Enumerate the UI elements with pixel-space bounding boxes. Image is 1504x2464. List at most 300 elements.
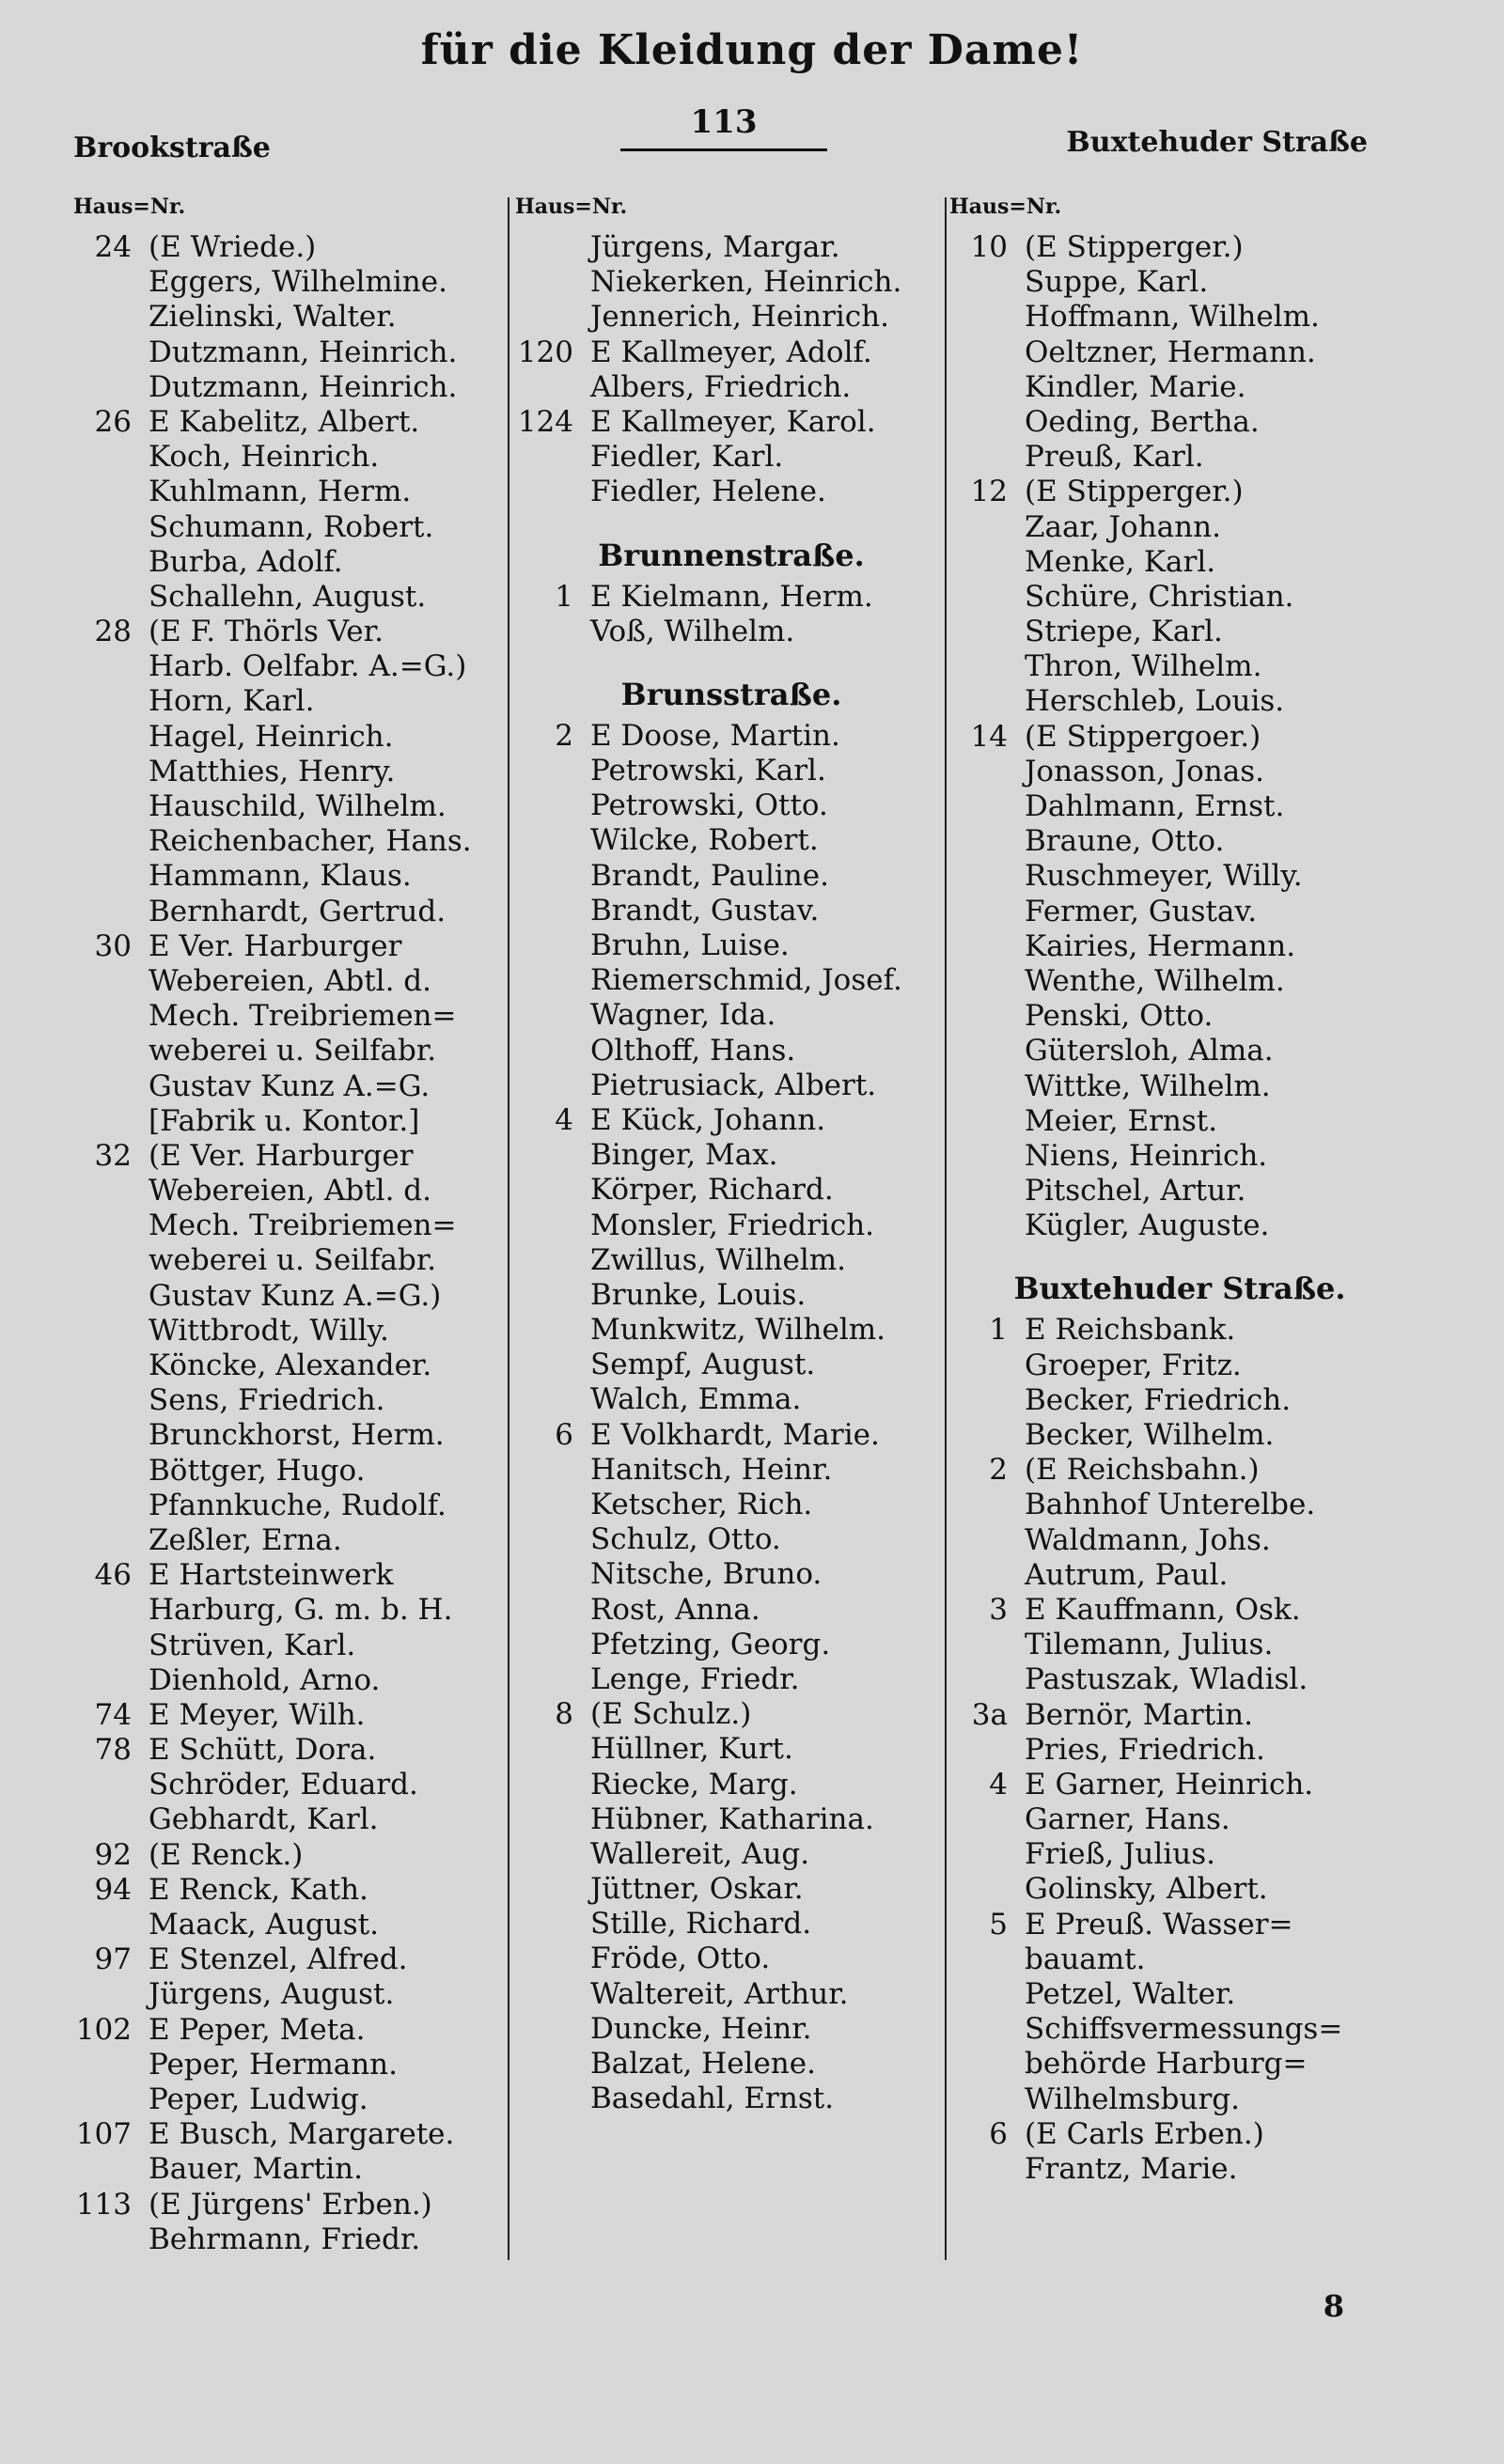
resident-name: Brunckhorst, Herm. [149, 1418, 445, 1453]
directory-entry [515, 1732, 948, 1767]
directory-entry [73, 1873, 543, 1908]
directory-entry [949, 1139, 1410, 1174]
directory-entry [73, 824, 543, 859]
resident-name: weberei u. Seilfabr. [149, 1034, 437, 1068]
directory-entry [515, 1628, 948, 1662]
directory-entry [515, 1173, 948, 1208]
directory-entry [949, 1942, 1410, 1977]
resident-name: Voß, Wilhelm. [590, 614, 795, 648]
directory-entry [949, 545, 1410, 580]
resident-name: Schulz, Otto. [590, 1522, 781, 1557]
resident-name: behörde Harburg= [1025, 2047, 1308, 2082]
directory-entry [515, 1209, 948, 1243]
directory-entry [515, 1243, 948, 1278]
directory-entry [73, 684, 543, 719]
resident-name: Peper, Hermann. [149, 2047, 398, 2082]
resident-name: Fermer, Gustav. [1025, 894, 1258, 928]
directory-entry [949, 2152, 1410, 2187]
resident-name: Becker, Wilhelm. [1025, 1418, 1275, 1452]
directory-entry [73, 1454, 543, 1489]
resident-name: (E Ver. Harburger [149, 1138, 414, 1173]
house-number: 14 [970, 719, 1008, 754]
resident-name: Pietrusiack, Albert. [590, 1068, 877, 1102]
resident-name: Wilhelmsburg. [1025, 2082, 1241, 2116]
resident-name: Monsler, Friedrich. [590, 1208, 875, 1242]
directory-entry [515, 300, 948, 335]
house-number: 97 [94, 1942, 132, 1977]
directory-entry [73, 1104, 543, 1139]
directory-entry [949, 1313, 1410, 1348]
directory-entry [73, 230, 543, 265]
directory-entry [73, 2117, 543, 2152]
resident-name: E Kielmann, Herm. [590, 579, 873, 614]
footer-number: 8 [1323, 2288, 1344, 2324]
directory-entry [949, 999, 1410, 1034]
street-heading: Brunsstraße. [620, 676, 842, 712]
directory-entry [73, 1802, 543, 1837]
resident-name: Petrowski, Karl. [590, 754, 826, 788]
resident-name: Hammann, Klaus. [149, 859, 412, 894]
directory-entry [949, 1593, 1410, 1628]
directory-entry [73, 1139, 543, 1174]
resident-name: Reichenbacher, Hans. [149, 824, 472, 859]
directory-entry [949, 1908, 1410, 1942]
directory-entry [949, 964, 1410, 999]
directory-entry [949, 440, 1410, 475]
directory-entry [949, 929, 1410, 964]
directory-entry [73, 1209, 543, 1243]
directory-entry [73, 1663, 543, 1698]
resident-name: Köncke, Alexander. [149, 1349, 432, 1382]
directory-entry [73, 1768, 543, 1802]
resident-name: Petrowski, Otto. [590, 788, 828, 823]
directory-entry [949, 1733, 1410, 1768]
column-3 [949, 193, 1410, 2187]
directory-entry [73, 2152, 543, 2187]
resident-name: Wallereit, Aug. [590, 1836, 810, 1871]
directory-entry [515, 1662, 948, 1697]
resident-name: E Kauffmann, Osk. [1025, 1592, 1301, 1627]
column-1 [73, 193, 543, 2257]
resident-name: (E Carls Erben.) [1025, 2116, 1264, 2151]
resident-name: Wilcke, Robert. [590, 823, 819, 858]
directory-entry [949, 1034, 1410, 1068]
directory-entry [949, 1383, 1410, 1418]
resident-name: Burba, Adolf. [149, 544, 343, 579]
directory-entry [73, 580, 543, 615]
resident-name: Walch, Emma. [590, 1382, 802, 1417]
resident-name: Kairies, Hermann. [1025, 928, 1296, 963]
directory-entry [515, 719, 948, 754]
resident-name: Hauschild, Wilhelm. [149, 789, 446, 823]
banner-slogan: für die Kleidung der Dame! [420, 26, 1084, 74]
resident-name: (E Wriede.) [149, 230, 317, 264]
resident-name: Preuß, Karl. [1025, 440, 1204, 475]
resident-name: Maack, August. [149, 1908, 379, 1942]
directory-entry [73, 2188, 543, 2222]
resident-name: Wittbrodt, Willy. [149, 1313, 389, 1348]
directory-entry [515, 335, 948, 370]
resident-name: Golinsky, Albert. [1025, 1872, 1268, 1907]
resident-name: Albers, Friedrich. [590, 369, 852, 404]
resident-name: Jürgens, August. [149, 1977, 395, 2012]
directory-entry [515, 894, 948, 928]
directory-entry [949, 230, 1410, 265]
resident-name: Zaar, Johann. [1025, 509, 1221, 544]
directory-entry [73, 1523, 543, 1558]
directory-entry [949, 1802, 1410, 1837]
resident-name: Fiedler, Karl. [590, 440, 784, 475]
directory-entry [949, 2082, 1410, 2117]
directory-entry [515, 2082, 948, 2116]
resident-name: Kuhlmann, Herm. [149, 475, 412, 509]
directory-entry [515, 998, 948, 1033]
house-number: 3a [971, 1697, 1008, 1732]
resident-name: Pries, Friedrich. [1025, 1732, 1265, 1767]
directory-entry [949, 895, 1410, 929]
page-number: 113 [690, 103, 758, 141]
directory-entry [949, 755, 1410, 789]
directory-entry [73, 615, 543, 649]
house-number: 2 [555, 718, 573, 753]
resident-name: Pitschel, Artur. [1025, 1174, 1246, 1209]
directory-entry [949, 1662, 1410, 1697]
resident-name: Fiedler, Helene. [590, 475, 826, 509]
directory-entry [73, 1629, 543, 1663]
house-number: 10 [970, 230, 1008, 264]
directory-entry [949, 1872, 1410, 1907]
resident-name: Hanitsch, Heinr. [590, 1452, 833, 1487]
directory-entry [73, 1349, 543, 1383]
resident-name: Autrum, Paul. [1025, 1557, 1229, 1592]
directory-entry [949, 2117, 1410, 2152]
directory-entry [949, 789, 1410, 824]
directory-entry [73, 2082, 543, 2117]
house-number: 113 [75, 2187, 132, 2222]
directory-entry [515, 475, 948, 509]
directory-entry [73, 475, 543, 509]
directory-entry [73, 2222, 543, 2257]
resident-name: E Kabelitz, Albert. [149, 404, 420, 439]
directory-entry [949, 824, 1410, 859]
house-number: 32 [94, 1138, 132, 1173]
directory-entry [515, 2012, 948, 2047]
resident-name: Gebhardt, Karl. [149, 1802, 379, 1837]
directory-entry [949, 1418, 1410, 1453]
directory-entry [515, 1034, 948, 1068]
resident-name: Behrmann, Friedr. [149, 2222, 421, 2256]
directory-entry [949, 1069, 1410, 1104]
directory-entry [949, 475, 1410, 509]
directory-entry [515, 1068, 948, 1103]
directory-entry [73, 1243, 543, 1278]
resident-name: (E Renck.) [149, 1837, 304, 1872]
resident-name: Dienhold, Arno. [149, 1662, 381, 1697]
directory-entry [515, 1872, 948, 1907]
resident-name: Riecke, Marg. [590, 1767, 798, 1801]
directory-entry [515, 1103, 948, 1138]
directory-entry [515, 1418, 948, 1453]
resident-name: Wittke, Wilhelm. [1025, 1068, 1271, 1103]
directory-entry [73, 929, 543, 964]
directory-entry [949, 684, 1410, 719]
resident-name: Hoffmann, Wilhelm. [1025, 300, 1320, 335]
resident-name: Sempf, August. [590, 1348, 816, 1382]
resident-name: Brunke, Louis. [590, 1277, 807, 1312]
running-head-right: Buxtehuder Straße [1066, 126, 1368, 159]
directory-entry [73, 2013, 543, 2048]
resident-name: Pastuszak, Wladisl. [1025, 1662, 1308, 1697]
resident-name: (E Reichsbahn.) [1025, 1453, 1260, 1488]
house-number: 4 [989, 1767, 1008, 1801]
resident-name: Petzel, Walter. [1025, 1977, 1236, 2011]
street-heading: Brunnenstraße. [598, 537, 865, 573]
directory-entry [73, 1069, 543, 1104]
directory-entry [73, 300, 543, 335]
resident-name: Körper, Richard. [590, 1173, 834, 1208]
directory-entry [515, 754, 948, 788]
resident-name: Pfannkuche, Rudolf. [149, 1488, 446, 1522]
resident-name: Groeper, Fritz. [1025, 1348, 1242, 1382]
directory-entry [73, 370, 543, 405]
resident-name: Dutzmann, Heinrich. [149, 369, 458, 404]
directory-entry [949, 649, 1410, 684]
house-number: 3 [989, 1592, 1008, 1627]
directory-entry [949, 1977, 1410, 2012]
resident-name: Wenthe, Wilhelm. [1025, 963, 1285, 998]
house-number: 94 [94, 1872, 132, 1907]
directory-entry [73, 1558, 543, 1593]
resident-name: bauamt. [1025, 1942, 1146, 1976]
directory-entry [73, 1733, 543, 1768]
directory-entry [515, 1557, 948, 1592]
resident-name: Braune, Otto. [1025, 824, 1225, 859]
resident-name: Eggers, Wilhelmine. [149, 265, 447, 300]
directory-entry [515, 1837, 948, 1872]
resident-name: Frantz, Marie. [1025, 2151, 1238, 2186]
resident-name: Koch, Heinrich. [149, 440, 380, 475]
directory-entry [515, 1382, 948, 1417]
directory-entry [73, 1838, 543, 1873]
resident-name: Thron, Wilhelm. [1025, 649, 1262, 684]
resident-name: Peper, Ludwig. [149, 2082, 368, 2116]
directory-entry [73, 2048, 543, 2082]
resident-name: E Renck, Kath. [149, 1872, 368, 1907]
directory-entry [949, 720, 1410, 755]
resident-name: Meier, Ernst. [1025, 1103, 1218, 1138]
house-number: 24 [94, 230, 132, 264]
house-number: 5 [989, 1907, 1008, 1942]
resident-name: E Kück, Johann. [590, 1102, 826, 1137]
resident-name: Schallehn, August. [149, 579, 427, 614]
resident-name: Binger, Max. [590, 1138, 778, 1173]
house-number: 107 [75, 2117, 132, 2152]
resident-name: Hüllner, Kurt. [590, 1732, 793, 1767]
directory-entry [73, 405, 543, 440]
haus-nr-label: Haus=Nr. [73, 195, 186, 219]
resident-name: Fröde, Otto. [590, 1942, 771, 1976]
resident-name: Duncke, Heinr. [590, 2011, 812, 2046]
directory-entry [515, 1138, 948, 1173]
resident-name: Gustav Kunz A.=G. [149, 1068, 431, 1103]
house-number: 30 [94, 928, 132, 963]
directory-entry [515, 1768, 948, 1802]
directory-entry [73, 999, 543, 1034]
directory-entry [949, 370, 1410, 405]
resident-name: Zielinski, Walter. [149, 300, 397, 335]
resident-name: Stille, Richard. [590, 1907, 812, 1942]
resident-name: Olthoff, Hans. [590, 1033, 796, 1068]
resident-name: Tilemann, Julius. [1025, 1628, 1274, 1662]
directory-entry [515, 1348, 948, 1382]
directory-entry [949, 1837, 1410, 1872]
directory-entry [73, 720, 543, 755]
directory-entry [73, 1383, 543, 1418]
directory-entry [515, 928, 948, 963]
house-number: 46 [94, 1558, 132, 1593]
resident-name: Dutzmann, Heinrich. [149, 335, 458, 369]
directory-entry [949, 1558, 1410, 1593]
resident-name: E Peper, Meta. [149, 2012, 366, 2047]
resident-name: Jonasson, Jonas. [1025, 754, 1264, 788]
haus-nr-label: Haus=Nr. [949, 195, 1062, 219]
resident-name: Basedahl, Ernst. [590, 2082, 835, 2116]
house-number: 1 [989, 1313, 1008, 1348]
resident-name: E Volkhardt, Marie. [590, 1417, 880, 1452]
resident-name: E Meyer, Wilh. [149, 1697, 366, 1732]
haus-nr-label: Haus=Nr. [515, 195, 628, 219]
resident-name: E Busch, Margarete. [149, 2117, 455, 2152]
column-2 [515, 193, 948, 2116]
directory-entry [949, 1104, 1410, 1139]
house-number: 6 [989, 2116, 1008, 2151]
house-number: 92 [94, 1837, 132, 1872]
directory-entry [73, 440, 543, 475]
running-head-left: Brookstraße [73, 132, 271, 164]
directory-entry [73, 265, 543, 300]
directory-entry [949, 1453, 1410, 1488]
directory-entry [949, 1628, 1410, 1662]
resident-name: Hübner, Katharina. [590, 1801, 874, 1836]
resident-name: [Fabrik u. Kontor.] [149, 1103, 420, 1138]
house-number: 2 [989, 1453, 1008, 1488]
directory-entry [73, 1314, 543, 1349]
resident-name: Becker, Friedrich. [1025, 1382, 1292, 1417]
directory-entry [73, 1034, 543, 1068]
resident-name: Wagner, Ida. [590, 998, 776, 1033]
resident-name: Harb. Oelfabr. A.=G.) [149, 649, 467, 684]
resident-name: Webereien, Abtl. d. [149, 1174, 431, 1209]
directory-entry [73, 335, 543, 370]
resident-name: (E Stipperger.) [1025, 475, 1244, 509]
resident-name: Gütersloh, Alma. [1025, 1034, 1274, 1068]
directory-entry [949, 2012, 1410, 2047]
directory-entry [515, 1697, 948, 1732]
house-number: 8 [555, 1697, 573, 1732]
resident-name: Brandt, Gustav. [590, 893, 820, 928]
resident-name: Riemerschmid, Josef. [590, 963, 902, 998]
directory-entry [515, 1593, 948, 1628]
page-header [0, 103, 1504, 164]
directory-entry [515, 580, 948, 615]
resident-name: Kindler, Marie. [1025, 369, 1246, 404]
directory-entry [73, 1279, 543, 1314]
directory-entry [949, 1768, 1410, 1802]
resident-name: Menke, Karl. [1025, 544, 1216, 579]
house-number: 12 [970, 475, 1008, 509]
directory-entry [949, 1523, 1410, 1558]
resident-name: Bernör, Martin. [1025, 1697, 1253, 1732]
resident-name: Horn, Karl. [149, 684, 315, 719]
resident-name: Schüre, Christian. [1025, 579, 1294, 614]
directory-entry [515, 405, 948, 440]
resident-name: Penski, Otto. [1025, 999, 1214, 1034]
resident-name: Brandt, Pauline. [590, 858, 829, 893]
resident-name: E Hartsteinwerk [149, 1558, 394, 1593]
directory-entry [949, 580, 1410, 615]
resident-name: (E Stipperger.) [1025, 230, 1244, 264]
directory-entry [73, 859, 543, 894]
resident-name: Ketscher, Rich. [590, 1488, 813, 1521]
resident-name: E Kallmeyer, Karol. [590, 404, 876, 439]
directory-entry [515, 1522, 948, 1557]
resident-name: (E Jürgens' Erben.) [149, 2187, 432, 2222]
directory-entry [73, 1908, 543, 1942]
directory-entry [949, 335, 1410, 370]
resident-name: Jürgens, Margar. [590, 230, 840, 264]
resident-name: Jennerich, Heinrich. [590, 300, 889, 335]
resident-name: Hagel, Heinrich. [149, 719, 394, 754]
house-number: 28 [94, 615, 132, 649]
directory-entry [515, 788, 948, 823]
directory-entry [73, 964, 543, 999]
resident-name: Böttger, Hugo. [149, 1453, 366, 1488]
directory-entry [515, 859, 948, 894]
resident-name: Frieß, Julius. [1025, 1837, 1215, 1872]
resident-name: Bahnhof Unterelbe. [1025, 1488, 1316, 1522]
house-number: 102 [75, 2012, 132, 2047]
directory-entry [949, 1174, 1410, 1209]
directory-entry [73, 755, 543, 789]
directory-entry [73, 789, 543, 824]
resident-name: Dahlmann, Ernst. [1025, 789, 1285, 823]
directory-entry [515, 1942, 948, 1976]
directory-entry [73, 545, 543, 580]
house-number: 74 [94, 1697, 132, 1732]
directory-entry [949, 615, 1410, 649]
directory-entry [949, 300, 1410, 335]
resident-name: Lenge, Friedr. [590, 1661, 800, 1696]
directory-entry [73, 1174, 543, 1209]
resident-name: Bruhn, Luise. [590, 928, 790, 962]
resident-name: E Preuß. Wasser= [1025, 1907, 1293, 1942]
directory-entry [515, 1907, 948, 1942]
directory-entry [949, 1209, 1410, 1243]
resident-name: Striepe, Karl. [1025, 615, 1223, 649]
directory-entry [515, 265, 948, 300]
directory-entry [73, 510, 543, 545]
resident-name: Bernhardt, Gertrud. [149, 894, 446, 928]
resident-name: Jüttner, Oskar. [590, 1872, 804, 1907]
resident-name: Rost, Anna. [590, 1592, 760, 1627]
resident-name: (E Schulz.) [590, 1697, 752, 1732]
resident-name: E Stenzel, Alfred. [149, 1942, 408, 1977]
directory-entry [949, 1488, 1410, 1522]
resident-name: Ruschmeyer, Willy. [1025, 859, 1303, 894]
house-number: 124 [517, 404, 573, 439]
resident-name: Pfetzing, Georg. [590, 1627, 831, 1661]
resident-name: Suppe, Karl. [1025, 265, 1209, 300]
